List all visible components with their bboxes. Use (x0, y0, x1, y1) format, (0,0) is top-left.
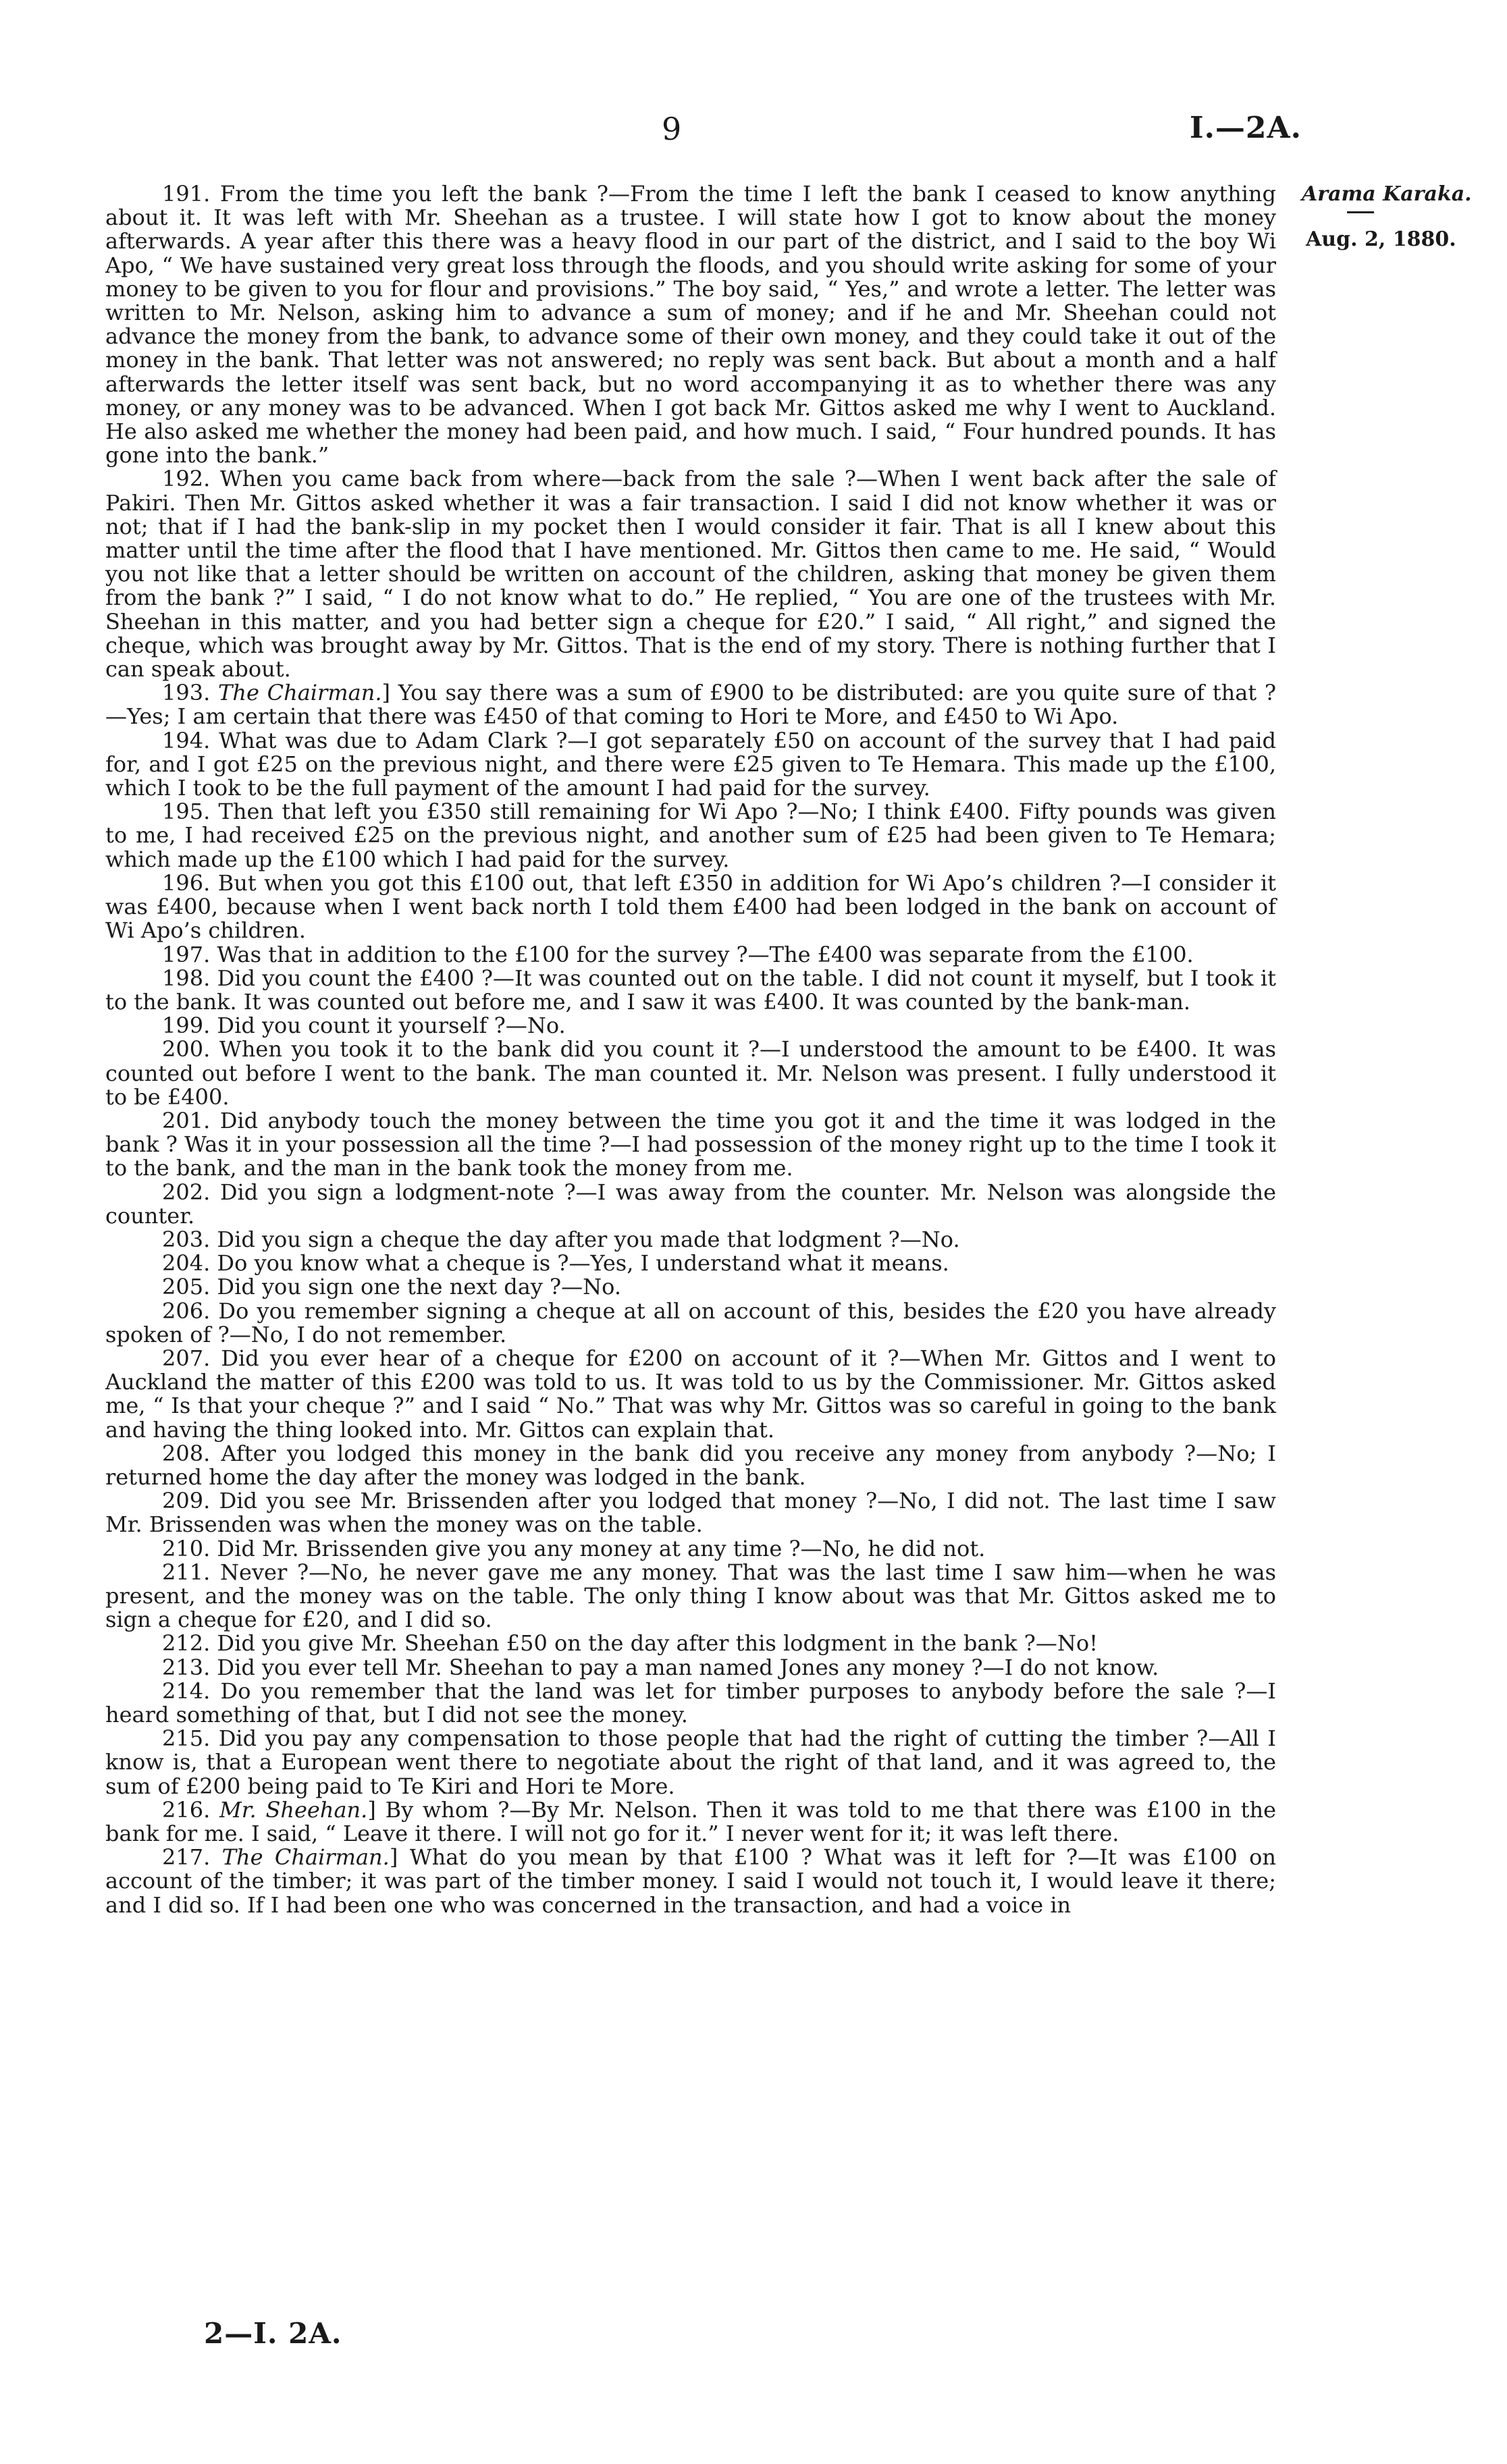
question-paragraph: 191. From the time you left the bank ?—From the time I left the bank I ceased to know anything about it. It was left with Mr. Sheehan as a trustee. I will state how I got to know about the money afterwards. A year after this there was a heavy flood in our part of the district, and I said to the boy Wi Apo, “ We have sustained very great loss through the floods, and you should write asking for some of your money to be given to you for flour and provisions.” The boy said, “ Yes,” and wrote a letter. The letter was written to Mr. Nelson, asking him to advance a sum of money; and if he and Mr. Sheehan could not advance the money from the bank, to advance some of their own money, and they could take it out of the money in the bank. That letter was not answered; no reply was sent back. But about a month and a half afterwards the letter itself was sent back, but no word accompanying it as to whether there was any money, or any money was to be advanced. When I got back Mr. Gittos asked me why I went to Auckland. He also asked me whether the money had been paid, and how much. I said, “ Four hundred pounds. It has gone into the bank.” (105, 181, 1276, 468)
question-paragraph: 215. Did you pay any compensation to those people that had the right of cutting the timber ?—All I know is, that a European went there to negotiate about the right of that land, and it was agreed to, the sum of £200 being paid to Te Kiri and Hori te More. (105, 1725, 1276, 1799)
printer-signature: 2—I. 2A. (204, 2317, 342, 2350)
question-paragraph: 204. Do you know what a cheque is ?—Yes, I understand what it means. (162, 1250, 949, 1277)
page-number: 9 (662, 111, 682, 147)
question-paragraph: 202. Did you sign a lodgment-note ?—I was away from the counter. Mr. Nelson was alongside the counter. (105, 1179, 1276, 1229)
question-paragraph: 205. Did you sign one the next day ?—No. (162, 1274, 622, 1300)
question-paragraph: 216. Mr. Sheehan.] By whom ?—By Mr. Nelson. Then it was told to me that there was £100 in the bank for me. I said, “ Leave it there. I will not go for it.” I never went for it; it was left there. (105, 1796, 1277, 1847)
question-paragraph: 213. Did you ever tell Mr. Sheehan to pay a man named Jones any money ?—I do not know. (162, 1654, 1159, 1680)
question-paragraph: 209. Did you see Mr. Brissenden after you lodged that money ?—No, I did not. The last time I saw Mr. Brissenden was when the money was on the table. (105, 1488, 1276, 1538)
sidenote-date: Aug. 2, 1880. (1306, 227, 1456, 251)
question-paragraph: 198. Did you count the £400 ?—It was counted out on the table. I did not count it myself, but I took it to the bank. It was counted out before me, and I saw it was £400. It was counted by the bank-man. (105, 965, 1276, 1015)
question-paragraph: 217. The Chairman.] What do you mean by that £100 ? What was it left for ?—It was £100 on account of the timber; it was part of the timber money. I said I would not touch it, I would leave it there; and I did so. If I had been one who was concerned in the transaction, and had a voice in (105, 1844, 1277, 1918)
question-paragraph: 197. Was that in addition to the £100 for the survey ?—The £400 was separate from the £100. (162, 941, 1194, 967)
question-paragraph: 196. But when you got this £100 out, that left £350 in addition for Wi Apo’s children ?—I consider it was £400, because when I went back north I told them £400 had been lodged in the bank on account of Wi Apo’s children. (105, 869, 1276, 944)
question-paragraph: 211. Never ?—No, he never gave me any money. That was the last time I saw him—when he was present, and the money was on the table. The only thing I know about was that Mr. Gittos asked me to sign a cheque for £20, and I did so. (105, 1559, 1276, 1633)
speaker-label: Mr. Sheehan. (219, 1796, 368, 1823)
question-paragraph: 199. Did you count it yourself ?—No. (162, 1013, 566, 1039)
question-paragraph: 193. The Chairman.] You say there was a sum of £900 to be distributed: are you quite sure of that ?—Yes; I am certain that there was £450 of that coming to Hori te More, and £450 to Wi Apo. (105, 680, 1277, 730)
speaker-label: The Chairman. (221, 1844, 390, 1871)
question-paragraph: 206. Do you remember signing a cheque at all on account of this, besides the £20 you have already spoken of ?—No, I do not remember. (105, 1297, 1276, 1347)
question-paragraph: 201. Did anybody touch the money between the time you got it and the time it was lodged in the bank ? Was it in your possession all the time ?—I had possession of the money right up to the time I took it to the bank, and the man in the bank took the money from me. (105, 1107, 1276, 1181)
question-paragraph: 192. When you came back from where—back from the sale ?—When I went back after the sale of Pakiri. Then Mr. Gittos asked whether it was a fair transaction. I said I did not know whether it was or not; that if I had the bank-slip in my pocket then I would consider it fair. That is all I knew about this matter until the time after the flood that I have mentioned. Mr. Gittos then came to me. He said, “ Would you not like that a letter should be written on account of the children, asking that money be given them from the bank ?” I said, “ I do not know what to do.” He replied, “ You are one of the trustees with Mr. Sheehan in this matter, and you had better sign a cheque for £20.” I said, “ All right,” and signed the cheque, which was brought away by Mr. Gittos. That is the end of my story. There is nothing further that I can speak about. (105, 466, 1276, 682)
body-text (105, 182, 1276, 1917)
question-paragraph: 210. Did Mr. Brissenden give you any money at any time ?—No, he did not. (162, 1535, 986, 1561)
sidenote-witness-name: Arama Karaka. (1302, 182, 1472, 206)
question-paragraph: 207. Did you ever hear of a cheque for £200 on account of it ?—When Mr. Gittos and I went to Auckland the matter of this £200 was told to us. It was told to us by the Commissioner. Mr. Gittos asked me, “ Is that your cheque ?” and I said “ No.” That was why Mr. Gittos was so careful in going to the bank and having the thing looked into. Mr. Gittos can explain that. (105, 1345, 1276, 1443)
speaker-label: The Chairman. (217, 680, 382, 706)
question-paragraph: 208. After you lodged this money in the bank did you receive any money from anybody ?—No; I returned home the day after the money was lodged in the bank. (105, 1440, 1276, 1490)
question-paragraph: 212. Did you give Mr. Sheehan £50 on the day after this lodgment in the bank ?—No! (162, 1630, 1098, 1657)
sidenote-divider (1347, 211, 1374, 213)
question-paragraph: 203. Did you sign a cheque the day after you made that lodgment ?—No. (162, 1226, 960, 1252)
question-paragraph: 200. When you took it to the bank did you count it ?—I understood the amount to be £400. It was counted out before I went to the bank. The man counted it. Mr. Nelson was present. I fully understood it to be £400. (105, 1036, 1276, 1110)
question-paragraph: 195. Then that left you £350 still remaining for Wi Apo ?—No; I think £400. Fifty pounds was given to me, I had received £25 on the previous night, and another sum of £25 had been given to Te Hemara; which made up the £100 which I had paid for the survey. (105, 799, 1276, 872)
question-paragraph: 214. Do you remember that the land was let for timber purposes to anybody before the sale ?—I heard something of that, but I did not see the money. (105, 1678, 1276, 1728)
document-reference: I.—2A. (1190, 111, 1302, 145)
question-paragraph: 194. What was due to Adam Clark ?—I got separately £50 on account of the survey that I had paid for, and I got £25 on the previous night, and there were £25 given to Te Hemara. This made up the £100, which I took to be the full payment of the amount I had paid for the survey. (105, 727, 1276, 801)
